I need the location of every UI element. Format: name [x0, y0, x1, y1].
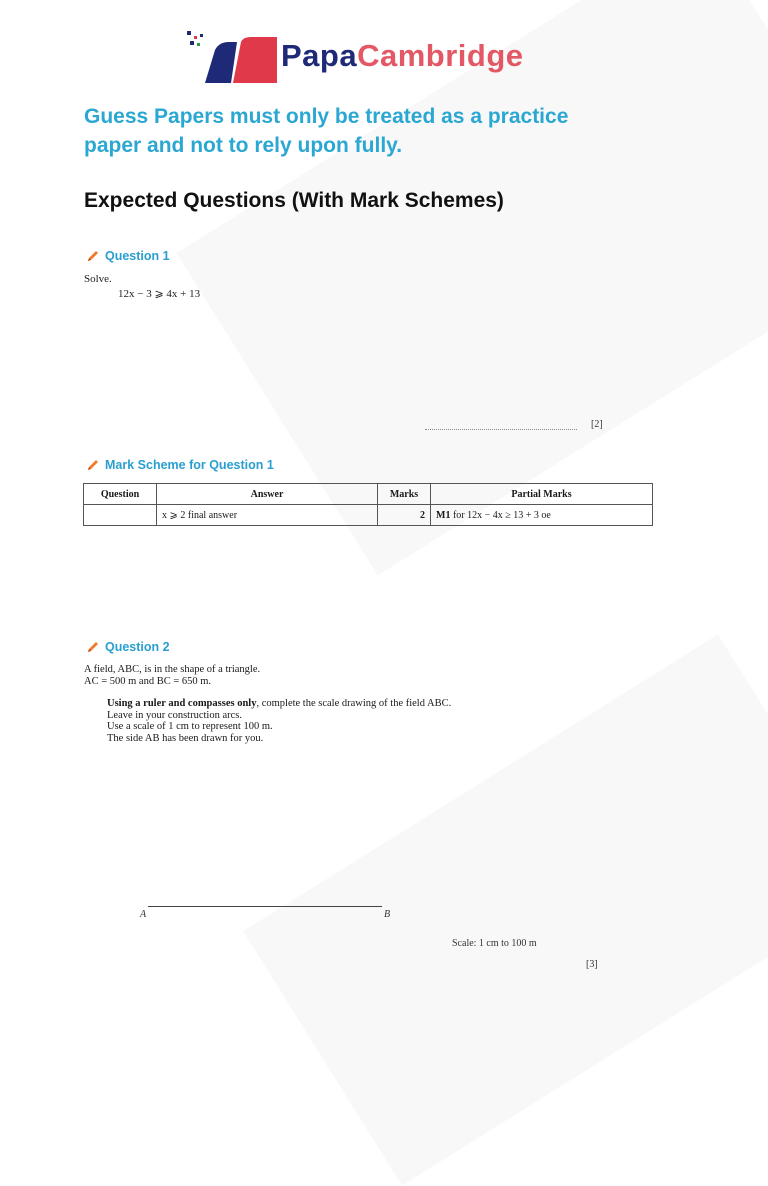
cell-answer: x ⩾ 2 final answer: [157, 505, 378, 526]
table-row: [84, 505, 653, 526]
pencil-icon: [86, 249, 100, 263]
cell-partial-marks: M1 for 12x − 4x ≥ 13 + 3 oe: [431, 505, 653, 526]
cell-marks: 2: [378, 505, 431, 526]
header-marks: Marks: [378, 484, 431, 505]
mark-scheme-table: [83, 483, 653, 526]
page-heading: Expected Questions (With Mark Schemes): [84, 189, 504, 212]
question-2-instruction-3: Use a scale of 1 cm to represent 100 m.: [107, 721, 273, 732]
table-header-row: [84, 484, 653, 505]
question-2-line-1: A field, ABC, is in the shape of a triangle.: [84, 664, 261, 675]
question-1-marks: [2]: [591, 419, 603, 430]
question-2-instructions: [107, 698, 451, 744]
question-1-label: Question 1: [86, 249, 170, 263]
question-1-expression: 12x − 3 ⩾ 4x + 13: [118, 288, 201, 300]
logo-emblem-icon: [185, 28, 280, 88]
question-2-marks: [3]: [586, 959, 598, 970]
pencil-icon: [86, 640, 100, 654]
side-ab-line: [148, 906, 382, 907]
question-2-stem: [84, 664, 260, 687]
answer-dots: [425, 421, 577, 430]
papacambridge-logo: [185, 28, 565, 90]
header-partial-marks: Partial Marks: [431, 484, 653, 505]
logo-wordmark: PapaCambridge: [281, 38, 524, 73]
header-question: Question: [84, 484, 157, 505]
question-2-instruction-1: Using a ruler and compasses only, complete the scale drawing of the field ABC.: [107, 698, 452, 709]
markscheme-1-label: Mark Scheme for Question 1: [86, 458, 274, 472]
question-2-line-2: AC = 500 m and BC = 650 m.: [84, 675, 212, 687]
cell-question: [84, 505, 157, 526]
point-a-label: A: [140, 909, 147, 920]
pencil-icon: [86, 458, 100, 472]
disclaimer-line-2: paper and not to rely upon fully.: [84, 134, 403, 157]
question-1-instruction: Solve.: [84, 273, 112, 285]
question-2-label: Question 2: [86, 640, 170, 654]
header-answer: Answer: [157, 484, 378, 505]
disclaimer-text: [84, 102, 684, 160]
question-2-instruction-2: Leave in your construction arcs.: [107, 709, 242, 721]
scale-label: Scale: 1 cm to 100 m: [452, 938, 537, 949]
question-2-instruction-4: The side AB has been drawn for you.: [107, 732, 264, 744]
disclaimer-line-1: Guess Papers must only be treated as a practice: [84, 105, 569, 128]
answer-line: [425, 419, 603, 430]
point-b-label: B: [384, 909, 391, 920]
